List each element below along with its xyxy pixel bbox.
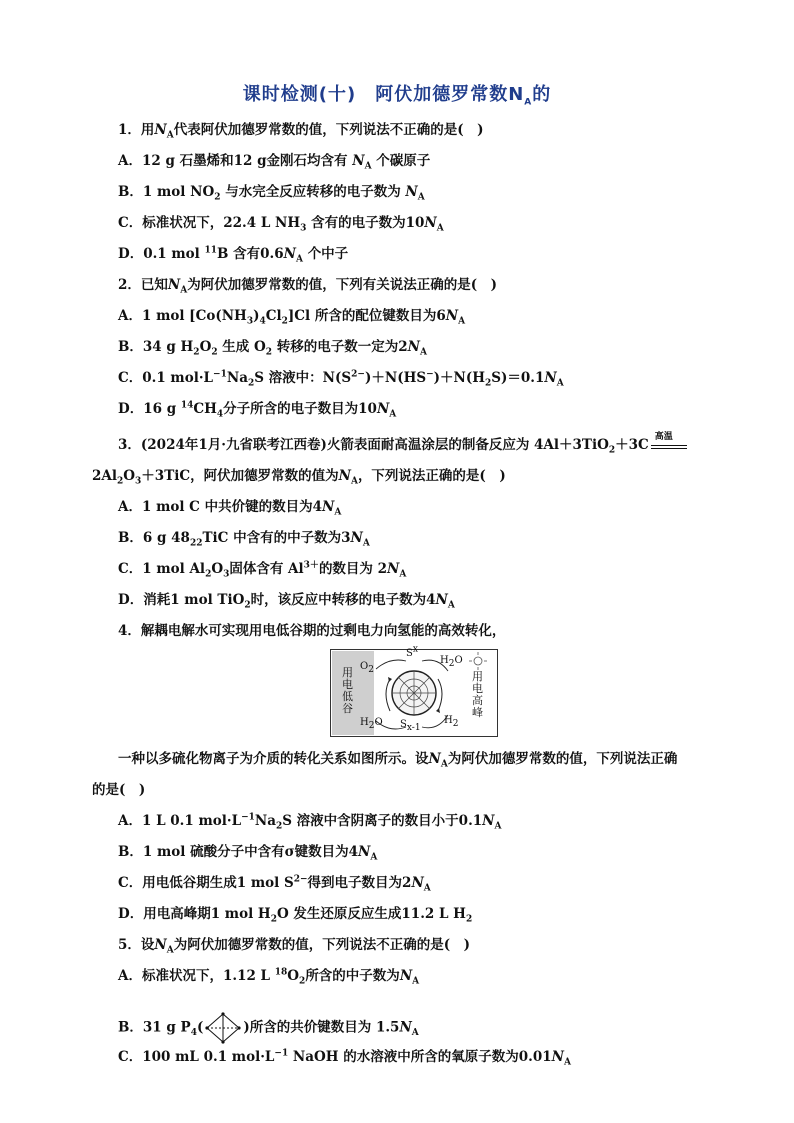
label-o2: $O_2$	[360, 661, 374, 675]
question-5-stem: 5．设$N_A$为阿伏加德罗常数的值，下列说法不正确的是( )	[118, 937, 471, 956]
question-3-option-c: C．1 mol $Al_2O_3$固体含有 $Al^{3+}$的数目为 $2N_A$	[118, 560, 407, 580]
label-low-valley: 用电低谷	[342, 666, 353, 715]
electrolysis-diagram	[330, 644, 498, 737]
question-2-stem: 2．已知$N_A$为阿伏加德罗常数的值，下列有关说法正确的是( )	[118, 277, 498, 296]
reaction-condition: 高温	[654, 431, 673, 442]
page-title: 课时检测(十) 阿伏加德罗常数$N_A$的	[242, 84, 552, 108]
label-h2: $H_2$	[444, 715, 459, 729]
p4-tetrahedron	[203, 1012, 243, 1044]
question-2-option-a: A．1 mol $[Co(NH_3)_4Cl_2]Cl$ 所含的配位键数目为$6N_A$	[118, 308, 466, 327]
question-3-option-b: B．6 g $48_{22}TiC$ 中含有的中子数为$3N_A$	[118, 530, 370, 549]
question-3-option-a: A．1 mol C 中共价键的数目为$4N_A$	[118, 499, 342, 518]
question-4-stem-cont2: 的是( )	[92, 782, 146, 798]
question-1-option-b: B．1 mol $NO_2$ 与水完全反应转移的电子数为 $N_A$	[118, 184, 425, 203]
question-2-option-c: C．0.1 $mol\cdot L^{-1}Na_2S$ 溶液中：$N(S^{2-})+N(HS^-)+N(H_2S)=0.1N_A$	[118, 369, 564, 389]
question-4-option-d: D．用电高峰期1 mol $H_2O$ 发生还原反应生成11.2 L $H_2$	[118, 906, 473, 925]
question-1-option-a: A．12 g 石墨烯和12 g金刚石均含有 $N_A$ 个碳原子	[118, 153, 431, 172]
question-3-option-d: D．消耗1 mol TiO$_2$时，该反应中转移的电子数为$4N_A$	[118, 592, 455, 611]
p4-tetrahedron-svg	[203, 1012, 243, 1044]
question-2-option-b: B．34 g $H_2O_2$ 生成 $O_2$ 转移的电子数一定为$2N_A$	[118, 339, 427, 358]
question-3-stem-cont: $2Al_2O_3+3TiC$，阿伏加德罗常数的值为$N_A$，下列说法正确的是( )	[92, 468, 506, 487]
question-3-stem: 3．(2024年1月·九省联考江西卷)火箭表面耐高温涂层的制备反应为 4Al＋3TiO$_2$＋3C 高温	[0, 436, 794, 454]
question-2-option-d: D．16 g $^{14}CH_4$分子所含的电子数目为$10N_A$	[118, 400, 397, 420]
question-1-stem: 1．用$N_A$代表阿伏加德罗常数的值，下列说法不正确的是( )	[118, 122, 484, 141]
question-5-option-c: C．100 mL 0.1 $mol\cdot L^{-1}$ NaOH 的水溶液中所含的氧原子数为$0.01N_A$	[118, 1048, 571, 1068]
question-4-option-a: A．1 L 0.1 $mol\cdot L^{-1}Na_2S$ 溶液中含阴离子的数目小于$0.1N_A$	[118, 812, 502, 832]
question-4-stem: 4．解耦电解水可实现用电低谷期的过剩电力向氢能的高效转化，	[118, 623, 506, 639]
label-peak: 用电高峰	[472, 670, 483, 719]
question-1-option-d: D．0.1 mol $^{11}$B 含有$0.6N_A$ 个中子	[118, 245, 349, 265]
question-1-option-c: C．标准状况下，22.4 L $NH_3$ 含有的电子数为$10N_A$	[118, 215, 444, 234]
label-h2o-bottom: $H_2O$	[360, 717, 383, 731]
question-5-option-a: A．标准状况下，1.12 L $^{18}O_2$所含的中子数为$N_A$	[118, 967, 420, 987]
question-4-option-b: B．1 mol 硫酸分子中含有σ键数目为$4N_A$	[118, 844, 378, 863]
fullerene-mesh	[392, 671, 436, 715]
question-5-option-b: B．31 g $P_4$( )所含的共价键数目为 $1.5N_A$	[0, 1012, 794, 1044]
label-s-top: $S^x$	[406, 644, 418, 659]
label-h2o-top: $H_2O$	[440, 655, 463, 669]
question-4-option-c: C．用电低谷期生成1 mol $S^{2-}$得到电子数目为$2N_A$	[118, 874, 431, 894]
label-s-bottom: $S_{x-1}$	[400, 719, 421, 733]
question-4-stem-cont: 一种以多硫化物离子为介质的转化关系如图所示。设$N_A$为阿伏加德罗常数的值，下列说法正确	[118, 751, 678, 770]
